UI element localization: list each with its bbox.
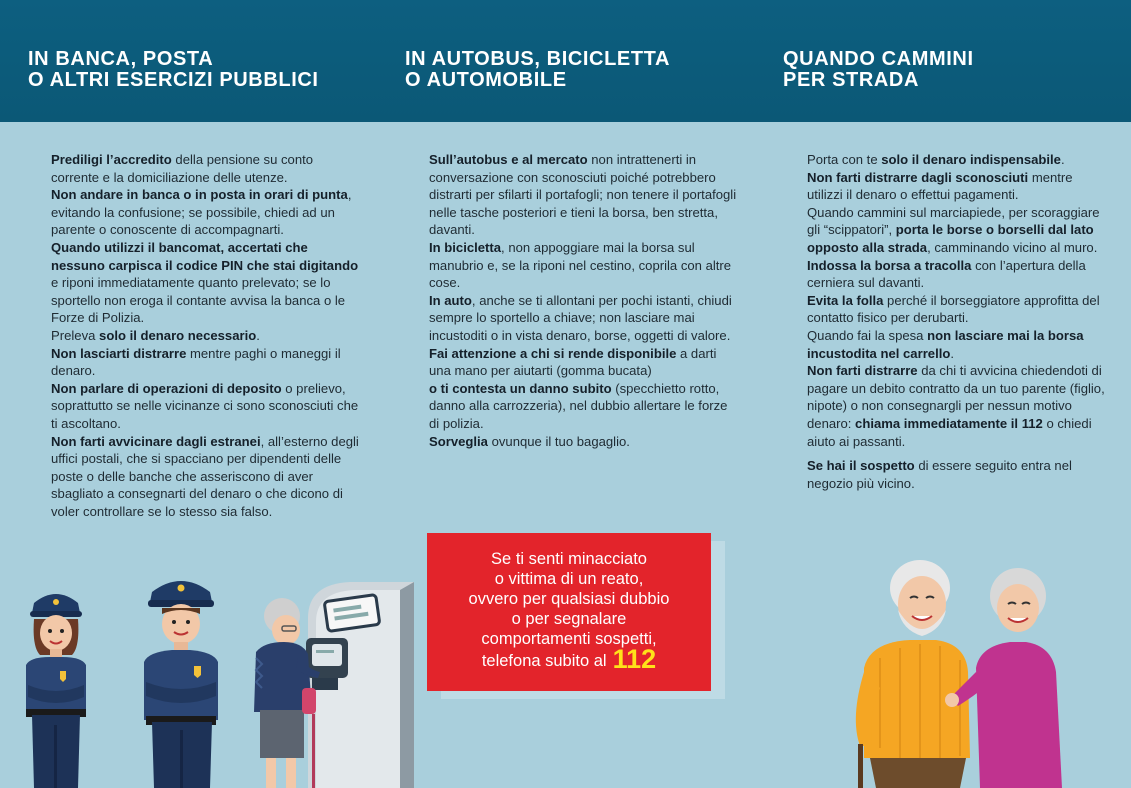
tip-paragraph: Non lasciarti distrarre mentre paghi o maneggi il denaro. — [51, 345, 341, 379]
tip-paragraph: Porta con te solo il denaro indispensabile. — [807, 152, 1065, 167]
tip-paragraph: In auto, anche se ti allontani per pochi istanti, chiudi sempre lo sportello a chiave; non lasciare mai incustoditi o in vista denaro, borse, oggetti di valore. — [429, 292, 732, 343]
tip-paragraph: Non farti distrarre da chi ti avvicina chiedendoti di pagare un debito contratto da un tuo parente (figlio, nipote) o non consegnargli per nessun motivo denaro: chiama immediatamente il 112 o chiedi aiuto ai passanti. — [807, 363, 1105, 449]
tip-paragraph: Fai attenzione a chi si rende disponibile a darti una mano per aiutarti (gomma bucata) — [429, 345, 717, 379]
tip-paragraph: Non farti avvicinare dagli estranei, all’esterno degli uffici postali, che si spacciano per dipendenti delle poste o delle banche che asseriscono di aver sbagliato a consegnarti del denaro o che dicono di voler controllare se lo stesso sia falso. — [51, 433, 359, 519]
elderly-man-illustration — [856, 560, 970, 788]
tip-paragraph: In bicicletta, non appoggiare mai la borsa sul manubrio e, se la riponi nel cestino, coprila con altre cose. — [429, 239, 732, 291]
column-bank-post — [51, 151, 361, 520]
atm-machine-illustration — [306, 582, 414, 788]
atm-scene-illustration — [250, 578, 416, 788]
tip-paragraph: Non parlare di operazioni di deposito o prelievo, soprattutto se nelle vicinanze ci sono sconosciuti che ti ascoltano. — [51, 380, 359, 431]
policewoman-illustration — [20, 585, 92, 788]
tip-paragraph: Prediligi l’accredito della pensione su conto corrente e la domiciliazione delle utenze. — [51, 152, 314, 185]
tip-paragraph: Sorveglia ovunque il tuo bagaglio. — [429, 433, 630, 449]
elderly-couple-illustration — [850, 548, 1062, 788]
heading-bank-post: IN BANCA, POSTA O ALTRI ESERCIZI PUBBLICI — [28, 48, 319, 91]
column-transport — [429, 151, 741, 450]
callout-line: ovvero per qualsiasi dubbio — [468, 590, 670, 608]
tip-paragraph: Quando cammini sul marciapiede, per scoraggiare gli “scippatori”, porta le borse o borselli dal lato opposto alla strada, camminando vicino al muro. — [807, 204, 1100, 255]
callout-line: o per segnalare — [511, 610, 627, 628]
column-street — [807, 151, 1105, 492]
callout-line: Se ti senti minacciato — [491, 550, 647, 568]
tip-paragraph: o ti contesta un danno subito (specchietto rotto, danno alla carrozzeria), nel dubbio allertare le forze di polizia. — [429, 380, 728, 431]
callout-line: o vittima di un reato, — [494, 570, 644, 588]
heading-street: QUANDO CAMMINI PER STRADA — [783, 48, 974, 91]
tip-paragraph: Evita la folla perché il borseggiatore approfitta del contatto fisico per derubarti. — [807, 292, 1100, 326]
heading-transport: IN AUTOBUS, BICICLETTA O AUTOMOBILE — [405, 48, 671, 91]
tip-paragraph: Indossa la borsa a tracolla con l’apertura della cerniera sul davanti. — [807, 257, 1086, 291]
emergency-number: 112 — [612, 644, 657, 674]
tip-paragraph: Sull’autobus e al mercato non intrattenerti in conversazione con sconosciuti poiché potrebbero distrarti per sfilarti il portafogli; non tenere il portafogli nelle tasche posteriori e tieni la borsa, ben stretta, davanti. — [429, 152, 737, 238]
tip-paragraph: Se hai il sospetto di essere seguito entra nel negozio più vicino. — [807, 458, 1072, 491]
tip-paragraph: Non farti distrarre dagli sconosciuti mentre utilizzi il denaro o effettui pagamenti. — [807, 169, 1073, 203]
policeman-illustration — [140, 570, 222, 788]
tip-paragraph: Quando fai la spesa non lasciare mai la borsa incustodita nel carrello. — [807, 327, 1084, 361]
callout-line: comportamenti sospetti, — [481, 630, 657, 648]
tip-paragraph: Preleva solo il denaro necessario. — [51, 327, 260, 343]
tip-paragraph: Non andare in banca o in posta in orari di punta, evitando la confusione; se possibile, chiedi ad un parente o conoscente di accompagnarti. — [51, 187, 352, 238]
emergency-callout — [427, 533, 711, 691]
callout-last-line: telefona subito al 112 — [481, 644, 657, 674]
tip-paragraph: Quando utilizzi il bancomat, accertati che nessuno carpisca il codice PIN che stai digitando e riponi immediatamente quanto prelevato; se lo sportello non eroga il contante avvisa la banca o le Forze di Polizia. — [51, 239, 359, 326]
